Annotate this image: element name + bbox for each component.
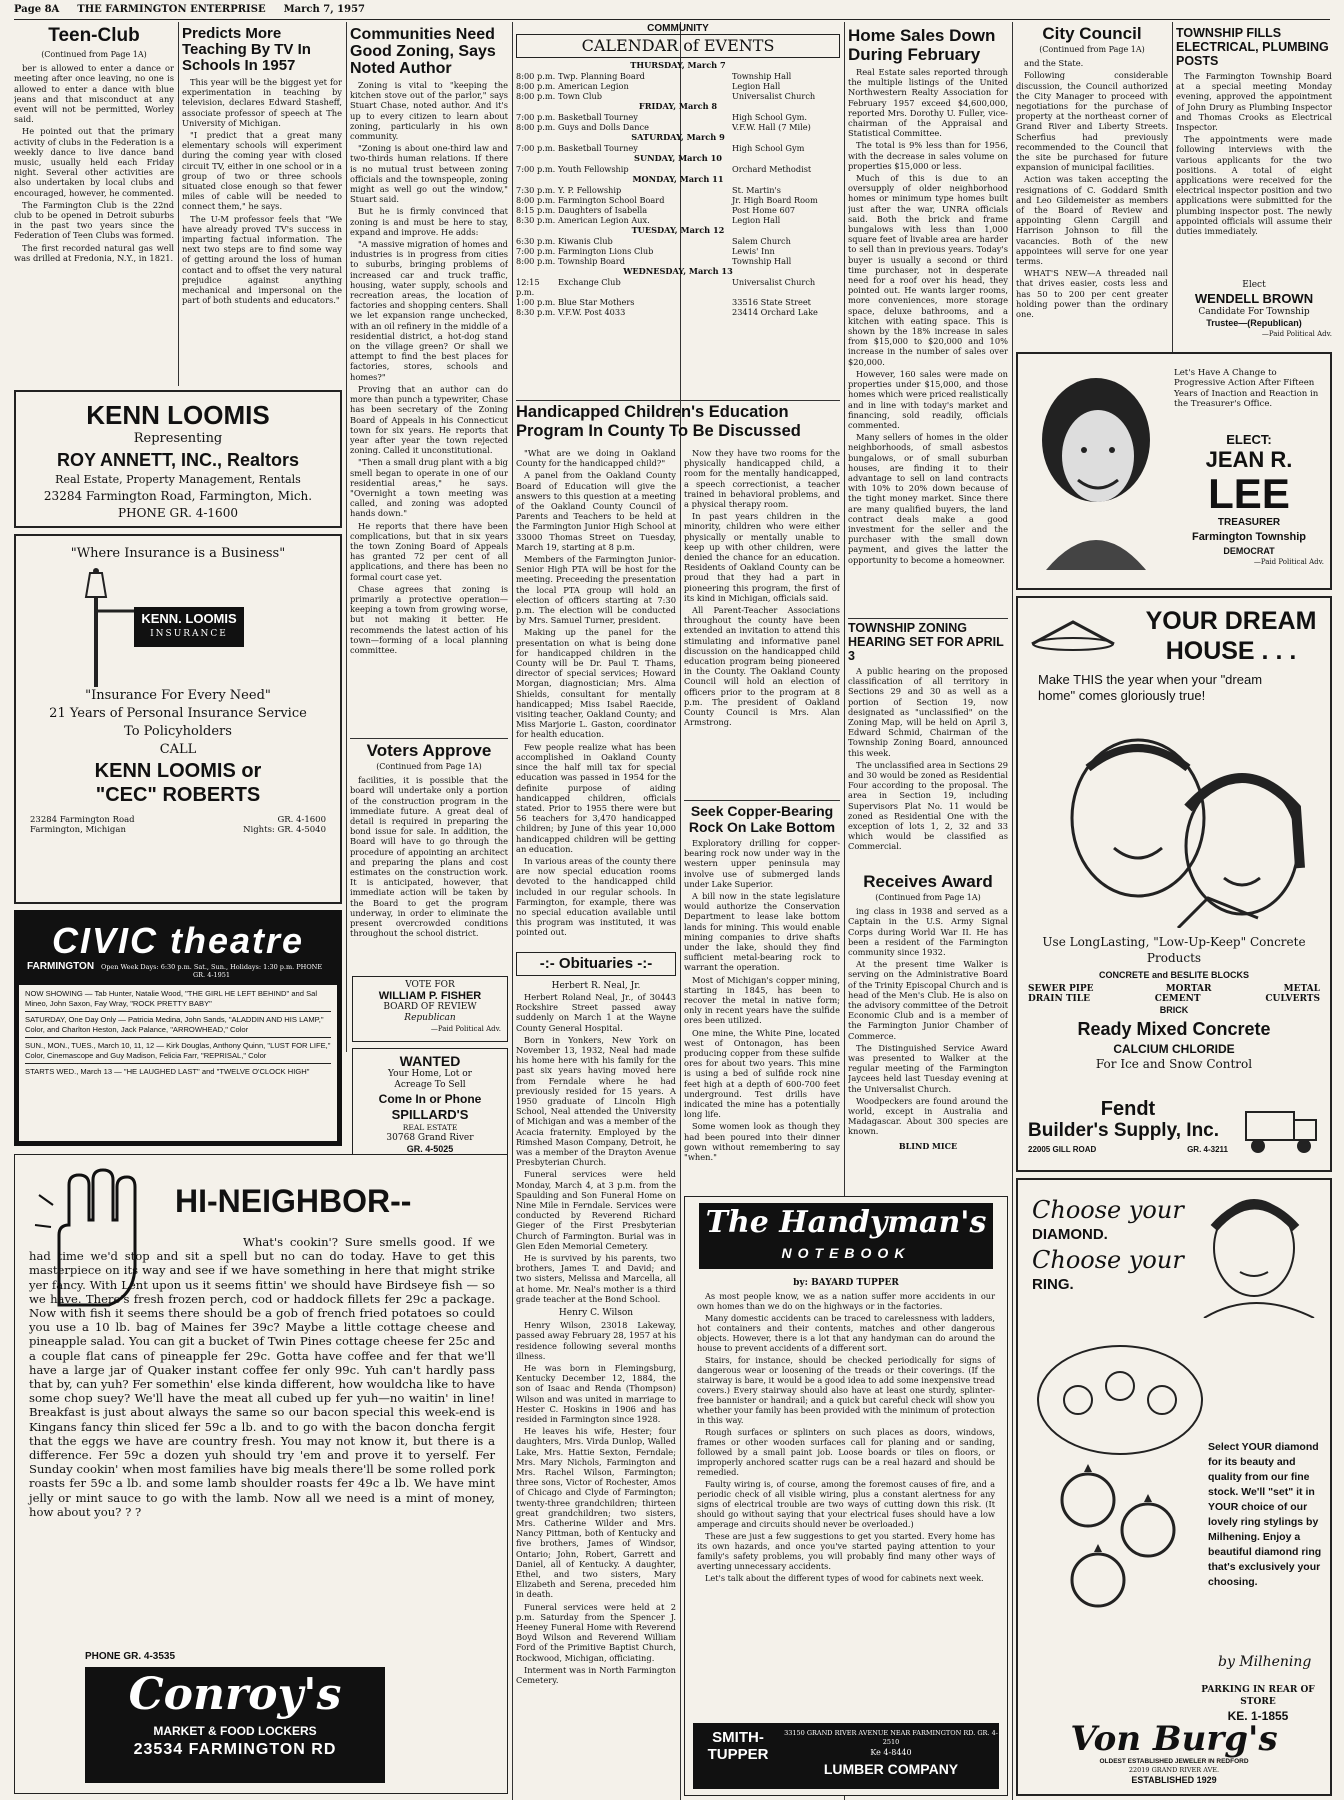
- ad-title: HOUSE . . .: [1165, 637, 1297, 665]
- paragraph: A public hearing on the proposed classification of all territory in Sections 29 and 30 as well as a portion of Section 19, now designated as "unclassified" on the Zoning Map, will be held on April 3, Edward Schmid, Chairman of the Township Zoning Board, announced this week.: [848, 666, 1008, 758]
- paragraph: Many domestic accidents can be traced to carelessness with ladders, hot containers and their contents, matches and other dangerous objects. However, there is a lot that any handyman can do around the house to prevent accidents of a different sort.: [697, 1313, 995, 1353]
- copper-title: Seek Copper-Bearing Rock On Lake Bottom: [688, 803, 836, 835]
- calendar-day-heading: SATURDAY, March 9: [631, 132, 725, 143]
- event-time: 8:30 p.m.: [516, 215, 556, 226]
- event-place: Orchard Methodist: [732, 164, 812, 175]
- paragraph: "Then a small drug plant with a big smell began to operate in one of our residential areas," he says. "Overnight a town meeting was called, and zoning was adopted hands down.": [350, 457, 508, 519]
- product-item: SEWER PIPE: [1028, 984, 1094, 994]
- ad-title: WANTED: [399, 1053, 461, 1069]
- ad-address: 30768 Grand River: [386, 1133, 474, 1143]
- ad-mix: Ready Mixed Concrete: [1077, 1019, 1271, 1039]
- ad-title: HI-NEIGHBOR--: [175, 1183, 412, 1219]
- paragraph: Chase agrees that zoning is primarily a protective operation—keeping a town from growing worse, but not making it better. He recommends the latest action of his town—forming of a local planning committee.: [350, 583, 508, 655]
- blind-mice-label: BLIND MICE: [898, 1140, 958, 1151]
- ad-elect: ELECT:: [1226, 432, 1272, 447]
- event-place: St. Martin's: [732, 185, 781, 196]
- ad-board: BOARD OF REVIEW: [383, 1002, 477, 1012]
- calendar-day-heading: THURSDAY, March 7: [630, 60, 726, 71]
- calendar-title: CALENDAR of EVENTS: [516, 34, 840, 58]
- ad-address: 23534 FARMINGTON RD: [133, 1741, 337, 1758]
- council-title: City Council: [1042, 24, 1142, 43]
- paragraph: Funeral services were held at 2 p.m. Saturday from the Spencer J. Heeney Funeral Home with Reverend Boyd Wilson and Reverend William Ford of the Primitive Baptist Church, Rockwood, Michigan, officiating.: [516, 1601, 676, 1663]
- calendar-event-row: [516, 195, 836, 205]
- agent-1: KENN LOOMIS or: [94, 760, 262, 782]
- paragraph: These are just a few suggestions to get you started. Every home has its own hazards, and once you've started paying attention to your family's safety problems, you will probably find many other ways of averting unnecessary accidents.: [697, 1531, 995, 1571]
- award-title: Receives Award: [863, 872, 993, 891]
- event-place: High School Gym: [732, 143, 805, 154]
- event-time: 8:30 p.m.: [516, 307, 556, 318]
- calendar-event-row: [516, 164, 836, 174]
- lamp-sign-illustration: [16, 567, 340, 687]
- calendar-of-events: [516, 24, 840, 394]
- conroys-logo: Conroy's: [128, 1669, 342, 1720]
- ad-come: Come In or Phone: [378, 1092, 482, 1106]
- product-row: [1028, 984, 1320, 994]
- ad-phone: PHONE GR. 4-1600: [118, 506, 238, 520]
- event-time: 8:00 p.m.: [516, 91, 556, 102]
- calendar-day-heading: WEDNESDAY, March 13: [623, 266, 733, 277]
- ad-call: CALL: [159, 742, 197, 757]
- paragraph: WHAT'S NEW—A threaded nail that drives easier, costs less and has 50 to 200 per cent greater holding power than the ordinary one.: [1016, 268, 1168, 320]
- handyman-logo: The Handyman's: [705, 1205, 987, 1240]
- paragraph: ber is allowed to enter a dance or meeting after once leaving, no one is allowed to enter a dance with blue jeans and that misconduct at any event will not be permitted, Worley said.: [14, 63, 174, 125]
- receives-award-article: [848, 872, 1008, 1192]
- teen-club-title: Teen-Club: [48, 25, 140, 46]
- city-council-article: [1016, 24, 1168, 342]
- event-place: Township Hall: [732, 71, 792, 82]
- ad-firm: ROY ANNETT, INC., Realtors: [56, 450, 300, 470]
- showing: SATURDAY, One Day Only — Patricia Medina, John Sands, "ALADDIN AND HIS LAMP," Color, and Charlton Heston, Jack Palance, "ARROWHEAD," Color: [25, 1015, 331, 1038]
- ad-years: 21 Years of Personal Insurance Service: [49, 706, 307, 721]
- truck-icon: [1242, 1102, 1322, 1158]
- firm-phone: GR. 4-3211: [1187, 1145, 1228, 1154]
- product-row: [1028, 994, 1320, 1004]
- candidate-party: DEMOCRAT: [1223, 546, 1275, 556]
- continued-note: (Continued from Page 1A): [875, 893, 981, 902]
- calendar-event-row: [516, 307, 836, 317]
- event-place: Legion Hall: [732, 81, 781, 92]
- paragraph: A bill now in the state legislature would authorize the Conservation Department to lease lake bottom lands for mining. This would enable mining companies to drive shafts under the lake, should they find sufficient metal-bearing rock to warrant the operation.: [684, 891, 840, 973]
- home-sales-title: Home Sales Down During February: [848, 26, 996, 64]
- event-place: 33516 State Street: [732, 297, 811, 308]
- paragraph: Many sellers of homes in the older neighborhoods, of small asbestos bungalows, or of small suburban houses, are finding it to their advantage to sell on land contracts with 10% to 20% down because of the tight money market. Since there are many qualified buyers, the land contract deals make a good investment for the seller and the purchaser with the small down payment, and gives the latter the opportunity to become a homeowner.: [848, 432, 1008, 565]
- sign-name: KENN. LOOMIS: [141, 611, 237, 626]
- handicapped-article-col1: [516, 448, 676, 970]
- event-time: 7:00 p.m.: [516, 246, 556, 257]
- ad-line: Trustee—(Republican): [1206, 318, 1302, 328]
- paragraph: Interment was in North Farmington Cemetery.: [516, 1664, 676, 1685]
- paragraph: All Parent-Teacher Associations throughout the county have been extended an invitation to attend this stimulating and informative panel discussion on the handicapped child education program being pioneered in the County. The Oakland County Council will hold an election of officers prior to the program at 8 p.m. The president of Oakland County Council is Mrs. Alan Armstrong.: [684, 605, 840, 728]
- paragraph: ing class in 1938 and served as a Captain in the U.S. Army Signal Corps during World War II. He has been a resident of the Farmington community since 1932.: [848, 906, 1008, 958]
- event-time: 8:00 p.m.: [516, 195, 556, 206]
- event-name: Guys and Dolls Dance: [558, 122, 649, 133]
- paragraph: However, 160 sales were made on properties under $15,000, and those homes which were priced realistically and in line with today's market and financing, sold readily, officials commented.: [848, 368, 1008, 430]
- paper-name: THE FARMINGTON ENTERPRISE: [77, 4, 266, 15]
- paragraph: Real Estate sales reported through the multiple listings of the United Northwestern Realty Association for February 1957 exceed $4,600,000, reported Mrs. Dorothy U. Fuller, vice-chairman of the Appraisal and Statistical Committee.: [848, 67, 1008, 139]
- zoning-article: [350, 24, 508, 764]
- woman-illustration: [1184, 1188, 1324, 1318]
- calendar-event-row: [516, 205, 836, 215]
- paragraph: One mine, the White Pine, located west of Ontonagon, has been producing copper from these sulfide ores for about two years. This mine is using a bed of sulfide rock nine feet high at a depth of 600-700 feet underground. Test drills have indicated the mine has a potentially long life.: [684, 1027, 840, 1120]
- ad-ice: For Ice and Snow Control: [1095, 1057, 1253, 1071]
- paragraph: Rough surfaces or splinters on such places as doors, windows, frames or other wooden surfaces call for planing and or sanding, followed by a small paint job. Loose boards or tiles on floors, or improperly anchored scatter rugs can be a real hazard and should be remedied.: [697, 1427, 995, 1477]
- paragraph: As most people know, we as a nation suffer more accidents in our own homes than we do on the highways or in the factories.: [697, 1291, 995, 1311]
- paragraph: Some women look as though they had been poured into their dinner gown without remembering to say "when.": [684, 1121, 840, 1163]
- paragraph: Faulty wiring is, of course, among the foremost causes of fire, and a periodic check of all visible wiring, plus a constant alertness for any signs of electrical trouble are two ways of cutting down this risk. (It should go without saying that your electrical fuses should have a low amperage and circuits should never be overloaded.): [697, 1479, 995, 1529]
- civic-theatre-ad: [14, 910, 342, 1146]
- event-place: High School Gym.: [732, 112, 807, 123]
- ad-by: by Milhening: [1218, 1654, 1312, 1670]
- loomis-insurance-ad: [14, 534, 342, 904]
- issue-date: March 7, 1957: [283, 4, 365, 15]
- firm-address: 33150 GRAND RIVER AVENUE NEAR FARMINGTON RD. GR. 4-2510: [784, 1729, 998, 1746]
- teen-club-article: [14, 24, 174, 384]
- ad-phone: PHONE GR. 4-3535: [85, 1651, 176, 1662]
- voters-article: [350, 738, 508, 968]
- ad-quote: "Where Insurance is a Business": [70, 546, 286, 561]
- notebook-label: NOTEBOOK: [781, 1245, 911, 1261]
- home-sales-article: [848, 24, 1008, 614]
- obituaries: [516, 952, 676, 1798]
- spillards-wanted-ad: [352, 1048, 508, 1164]
- fendt-dream-house-ad: [1016, 596, 1332, 1172]
- township-fills-title: TOWNSHIP FILLS ELECTRICAL, PLUMBING POSTS: [1176, 26, 1329, 68]
- event-name: Youth Fellowship: [558, 164, 629, 175]
- ad-rep: Representing: [133, 431, 223, 446]
- event-place: Township Hall: [732, 256, 792, 267]
- ad-paid: —Paid Political Adv.: [430, 1025, 501, 1033]
- paragraph: Now they have two rooms for the physically handicapped child, a room for the mentally handicapped, a speech correctionist, a teacher trained in behavioral problems, and a physical therapy room.: [684, 448, 840, 510]
- paragraph: Henry Wilson, 23018 Lakeway, passed away February 28, 1957 at his residence following several months illness.: [516, 1320, 676, 1361]
- obituary-name: Henry C. Wilson: [558, 1308, 634, 1319]
- event-time: 7:00 p.m.: [516, 143, 556, 154]
- handicapped-title: Handicapped Children's Education Program In County To Be Discussed: [516, 403, 801, 440]
- calendar-day-heading: FRIDAY, March 8: [638, 101, 718, 112]
- calendar-day-heading: SUNDAY, March 10: [634, 153, 722, 164]
- event-time: 8:00 p.m.: [516, 81, 556, 92]
- calendar-event-row: [516, 91, 836, 101]
- paragraph: Action was taken accepting the resignations of C. Goddard Smith and Leo Gildemeister as members of the Board of Review and appointing Glenn Cargill and Harrison Johnson to fill the vacancies. Both of the new appointees will serve for one year terms.: [1016, 174, 1168, 267]
- continued-note: (Continued from Page 1A): [376, 762, 482, 771]
- ad-services: Real Estate, Property Management, Rentals: [55, 473, 301, 486]
- calendar-event-row: [516, 71, 836, 81]
- handicapped-article-col2: [684, 448, 840, 796]
- showing: STARTS WED., March 13 — "HE LAUGHED LAST" and "TWELVE O'CLOCK HIGH": [25, 1067, 310, 1076]
- event-name: Basketball Tourney: [558, 112, 638, 123]
- paragraph: In past years children in the minority, children who were either physically or mentally unable to keep up with other children, were denied the chance for an education. Residents of Oakland County can be proud that they had a part in pioneering this program, the first of its kind in Michigan, officials said.: [684, 511, 840, 603]
- product-list: [1018, 984, 1330, 1004]
- ad-address: 22019 GRAND RIVER AVE.: [1128, 1766, 1220, 1774]
- paragraph: Most of Michigan's copper mining, starting in 1845, has been to recover the metal in native form; only in recent years have the sulfide ores been utilized.: [684, 974, 840, 1026]
- continued-note: (Continued from Page 1A): [1039, 45, 1145, 54]
- kenn-loomis-realtor-ad: [14, 390, 342, 528]
- event-name: Town Club: [558, 91, 603, 102]
- paragraph: Members of the Farmington Junior-Senior High PTA will be host for the meeting. Preceeding the presentation the local PTA group will hold an election of officers starting at 7:30 p.m. The election will be conducted by Mrs. Samuel Turner, president.: [516, 554, 676, 626]
- ad-text: Select YOUR diamond for its beauty and quality from our fine stock. We'll "set" it in YOUR choice of our lovely ring stylings by Milhening. Enjoy a beautiful diamond ring that's exclusively your choosing.: [1208, 1441, 1322, 1588]
- event-time: 6:30 p.m.: [516, 236, 556, 247]
- ad-party: Republican: [404, 1013, 456, 1023]
- event-name: American Legion Aux.: [558, 215, 650, 226]
- ad-sub: Make THIS the year when your "dream home" comes gloriously true!: [1038, 672, 1263, 703]
- paragraph: Born in Yonkers, New York on November 13, 1932, Neal had made his home here with his family for the past six years having moved here from Ferndale where he had previously resided for 15 years. A 1950 graduate of Lincoln High School, Neal attended the University of Michigan and was a member of the Acacia fraternity. Employed by the Rimshed Mason Company, Detroit, he was a member of the Drayton Avenue Presbyterian Church.: [516, 1034, 676, 1168]
- showing: SUN., MON., TUES., March 10, 11, 12 — Kirk Douglas, Anthony Quinn, "LUST FOR LIFE," Color, Cinemascope and Guy Madison, Felicia Farr, "REPRISAL," Color: [25, 1041, 331, 1064]
- sign-insurance: INSURANCE: [150, 629, 228, 639]
- calendar-event-row: [516, 246, 836, 256]
- voters-title: Voters Approve: [366, 741, 492, 760]
- paragraph: Herbert Roland Neal, Jr., of 30443 Rockshire Street passed away suddenly on March 1 at the Wayne County General Hospital.: [516, 992, 676, 1033]
- paragraph: The Farmington Club is the 22nd club to be opened in Detroit suburbs in the past two years since the Federation of Teen Clubs was formed.: [14, 199, 174, 241]
- event-time: 8:00 p.m.: [516, 71, 556, 82]
- candidate-portrait: [1026, 370, 1166, 570]
- paragraph: But he is firmly convinced that zoning is and must be here to stay, expand and improve. He adds:: [350, 206, 508, 237]
- agent-2: "CEC" ROBERTS: [95, 784, 261, 806]
- firm-lumber: LUMBER COMPANY: [823, 1761, 959, 1777]
- event-place: 23414 Orchard Lake: [732, 307, 818, 318]
- paragraph: "Zoning is about one-third law and two-thirds human relations. If there is no mutual trust between zoning officials and the townspeople, zoning might as well go out the window," Stuart said.: [350, 143, 508, 205]
- calendar-event-row: [516, 81, 836, 91]
- paragraph: The appointments were made following interviews with the various applicants for the two positions. A total of eight applications were received for the electrical inspector position and two applications were submitted for the plumbing inspector post. The newly appointed officials will assume their duties immediately.: [1176, 134, 1332, 237]
- event-place: Jr. High Board Room: [732, 195, 818, 206]
- paragraph: In various areas of the county there are now special education rooms devoted to the handicapped child included in our regular schools. In Farmington, for example, there was no special education available until this program was instituted, it was pointed out.: [516, 855, 676, 938]
- tv-teaching-title: Predicts More Teaching By TV In Schools In 1957: [182, 25, 311, 74]
- paragraph: "A massive migration of homes and industries is in progress from cities to suburbs, bringing problems of increased car and truck traffic, housing, water supply, schools and recreation areas, the location of factories and shopping centers. Shall we let expansion range unchecked, with an oil refinery in the middle of a residential district, a hot-dog stand on the village green? Or shall we attempt to find the best places for factories, stores, schools and homes?": [350, 239, 508, 382]
- jean-lee-political-ad: [1016, 352, 1332, 590]
- candidate-first: JEAN R.: [1205, 447, 1293, 472]
- event-name: Twp. Planning Board: [558, 71, 645, 82]
- event-name: Farmington School Board: [558, 195, 665, 206]
- event-time: 1:00 p.m.: [516, 297, 556, 308]
- event-name: Kiwanis Club: [558, 236, 613, 247]
- paragraph: and the State.: [1024, 58, 1084, 69]
- ad-type: REAL ESTATE: [402, 1123, 458, 1132]
- paragraph: He leaves his wife, Hester; four daughters, Mrs. Virda Dunlop, Walled Lake, Mrs. Hattie Sexton, Ferndale; Mrs. Mary Nichols, Farmington and Mrs. Rachel Wilson, Farmington; three sons, Victor of Rochester, Amos of Chicago and Clyde of Farmington; twenty-three grandchildren; thirteen great grandchildren; two sisters, Mrs. Catherine Wilder and Mrs. Nancy Pittman, both of Kentucky and five brothers, James of Windsor, Ontario; John, Robert, Garrett and Daniel, all of Kentucky. A daughter, Ethel, and two sisters, Mary Elizabeth and Serena, preceded him in death.: [516, 1426, 676, 1600]
- conroys-hi-neighbor-ad: [14, 1154, 508, 1794]
- paragraph: Zoning is vital to "keeping the kitchen stove out of the parlor," says Stuart Chase, noted author. And it's up to every citizen to learn about zoning, particularly in his own community.: [350, 80, 508, 142]
- ad-paid: —Paid Political Adv.: [1261, 330, 1332, 338]
- ad-blocks: CONCRETE and BESLITE BLOCKS: [1098, 970, 1249, 980]
- paragraph: Stairs, for instance, should be checked periodically for signs of dangerous wear or loosening of the treads or their coverings. (If the stairway is bare, it would be a good idea to add some inexpensive tread covers.) Every stairway should also have at least one sturdy, splinter-free bannister or handrail; and a quick but careful check will show you whether your family has been provided with the minimum of protection in this way.: [697, 1355, 995, 1425]
- product-item: METAL: [1283, 984, 1320, 994]
- house-icon: [1028, 614, 1118, 654]
- calendar-event-row: [516, 185, 836, 195]
- paragraph: Following considerable discussion, the Council authorized the City Manager to proceed with negotiations for the purchase of property at the northeast corner of Grand River and Liberty Streets. Scherfius had previously recommended to the Council that the site be purchased for future expansion of municipal facilities.: [1016, 70, 1168, 173]
- paragraph: Few people realize what has been accomplished in Oakland County since the half mill tax for special education was passed in 1954 for the definite purpose of aiding handicapped children, officials stated. Prior to 1955 there were but 56 teachers for 3,470 handicapped children; by June of this year 10,000 handicapped children will be getting an education.: [516, 741, 676, 854]
- calendar-event-row: [516, 143, 836, 153]
- calendar-day-heading: TUESDAY, March 12: [631, 225, 725, 236]
- theatre-hours: Open Week Days: 6:30 p.m. Sat., Sun., Holidays: 1:30 p.m. PHONE GR. 4-1951: [100, 963, 323, 979]
- calendar-body: [516, 60, 818, 318]
- calendar-event-row: [516, 236, 836, 246]
- showing: NOW SHOWING — Tab Hunter, Natalie Wood, "THE GIRL HE LEFT BEHIND" and Sal Mineo, John Saxon, Fay Wray, "ROCK PRETTY BABY": [25, 989, 331, 1012]
- handymans-notebook-ad: [684, 1196, 1008, 1796]
- paragraph: Making up the panel for the presentation on what is being done for handicapped children in the County will be Dr. Paul T. Thams, director of special services; Howard Morgan, diagnostician; Mrs. Alma Shields, consultant for mentally handicapped; Miss Isabel Raecide, visiting teacher, Oakland County; and Miss Marjorie L. Gaston, coordinator for health education.: [516, 627, 676, 740]
- page-number: Page 8A: [14, 4, 60, 15]
- calendar-event-row: [516, 122, 836, 132]
- paragraph: Woodpeckers are found around the world, except in Australia and Madagascar. About 300 species are known.: [848, 1095, 1008, 1137]
- ad-choose: Choose your: [1032, 1246, 1184, 1274]
- event-name: American Legion: [558, 81, 629, 92]
- wendell-brown-ad: [1176, 280, 1332, 350]
- calendar-event-row: [516, 215, 836, 225]
- theatre-town: FARMINGTON: [27, 961, 95, 972]
- event-name: Blue Star Mothers: [558, 297, 635, 308]
- paragraph: A panel from the Oakland County Board of Education will give the answers to this question at a meeting of the Oakland County Council of Parents and Teachers to be held at the Farmington Junior High School at 33000 Thomas Street on Tuesday, March 19, starting at 8 p.m.: [516, 470, 676, 552]
- firm-address: 22005 GILL ROAD: [1028, 1145, 1097, 1154]
- calendar-event-row: [516, 297, 836, 307]
- byline: by: BAYARD TUPPER: [793, 1278, 899, 1288]
- candidate-name: WENDELL BROWN: [1194, 291, 1314, 306]
- event-place: Legion Hall: [732, 215, 781, 226]
- event-place: Post Home 607: [732, 205, 796, 216]
- paragraph: The Distinguished Service Award was presented to Walker at the regular meeting of the Farmington Jaycees held last Tuesday evening at the Universalist Church.: [848, 1042, 1008, 1094]
- firm-phone: Ke 4-8440: [870, 1748, 912, 1757]
- paragraph: The total is 9% less than for 1956, with the decrease in sales volume on properties $15,000 or less.: [848, 140, 1008, 171]
- tv-teaching-article: [182, 24, 342, 384]
- handicapped-article-headline: [516, 400, 840, 446]
- event-name: Y. P. Fellowship: [558, 185, 622, 196]
- ad-use: Use LongLasting, "Low-Up-Keep" Concrete Products: [1042, 935, 1306, 965]
- firm-name: TUPPER: [707, 1746, 769, 1763]
- calendar-label: COMMUNITY: [647, 24, 709, 34]
- paragraph: facilities, it is possible that the board will undertake only a portion of the construction program in the immediate future. A great deal of detail is required in preparing the bond issue for sale. In addition, the Board will have to go through the procedure of appointing an architect and preparing the plans and cost estimates on the construction work. It is anticipated, however, that immediate action will be taken by the Board to get the program underway, in order to eliminate the present overcrowded conditions throughout the school district.: [350, 775, 508, 939]
- calendar-event-row: [516, 112, 836, 122]
- ad-phone: KE. 1-1855: [1227, 1709, 1289, 1723]
- theatre-logo: CIVIC theatre: [51, 920, 305, 961]
- paragraph: He pointed out that the primary activity of clubs in the Federation is a weekly dance to live dance band music, usually held each Friday night. Several other activities are also undertaken by local clubs and encouraged, however, he commented.: [14, 126, 174, 198]
- paragraph: He is survived by his parents, two brothers, James T. and David; and two sisters, Melissa and Marcella, all at home. Mr. Neal's mother is a third grade teacher at the Bond School.: [516, 1253, 676, 1304]
- ad-text: What's cookin'? Sure smells good. If we had time we'd stop and sit a spell but no can do today. Have to get this masterpiece on its way and see if we have something in here that might strike yer fancy. With Lent upon us it seems fittin' we should have Birdseye fish — so we have. There's fresh frozen perch, cod or haddock fillets fer 29c a package. Now with fish it seems there should be a gob of french fried potatoes so could you use a 10 lb. bag of Maines fer 39c? Maybe a little cottage cheese and pineapple salad. You can git a bucket of Twin Pines cottage cheese fer 25c and a couple flat cans of pineapple fer 29c. Gotta have coffee and fer that we'll have a large jar of Quaker instant coffee fer only 99c. Yuh can't hardly pass that by, can yuh? Fer somethin' else kinda different, how wouldcha like to have some chop suey? We'll have the meat all cubed up fer yuh—no waitin' in line! Breakfast is just about always the same so our bacon special this week-end is Kingans fancy thin sliced fer 59c a lb. and to go with the bacon doncha fergit that the eggs we have are country fresh. You may not know it, but there is a difference. Fer 59c a dozen yuh should try 'em and prove it to yerself. Fer Sunday cookin' when most families have big meals there'll be some rolled pork roasts fer 59c a lb. and some lamb shoulder roasts fer 49c a lb. We have mint jelly or mint sauce to go with the lamb. Now all we need is a mint of money, how about you? ? ?: [29, 1235, 495, 1519]
- calendar-day-heading: MONDAY, March 11: [632, 174, 724, 185]
- zoning-hearing-title: TOWNSHIP ZONING HEARING SET FOR APRIL 3: [848, 621, 1004, 663]
- ad-title: YOUR DREAM: [1145, 607, 1317, 635]
- product-brick: BRICK: [1159, 1005, 1189, 1015]
- calendar-event-row: [516, 256, 836, 266]
- paragraph: Exploratory drilling for copper-bearing rock now under way in the western upper peninsula may involve use of submerged lands under Lake Superior.: [684, 838, 840, 889]
- candidate-office: TREASURER: [1217, 517, 1281, 528]
- paragraph: He reports that there have been complications, but that in six years the town Zoning Board of Appeals has granted 72 per cent of all applications, and there has been no formal court case yet.: [350, 520, 508, 582]
- product-item: MORTAR: [1165, 984, 1212, 994]
- ad-line: Candidate For Township: [1198, 307, 1310, 317]
- paragraph: The unclassified area in Sections 29 and 30 would be zoned as Residential Four according to the proposal. The area in Section 19, including Supervisors Plat No. 11 would be zoned as Residential One with the exception of lots 1, 2, 32 and 33 which would be classified as Commercial.: [848, 759, 1008, 852]
- township-zoning-article: [848, 618, 1008, 868]
- event-time: 7:30 p.m.: [516, 185, 556, 196]
- continued-note: (Continued from Page 1A): [41, 50, 147, 59]
- couple-illustration: [1028, 728, 1324, 928]
- paragraph: The U-M professor feels that "We have already proved TV's success in imparting factual information. The next two steps are to find some way of getting around the loss of human contact and to offset the very natural prejudice against anything mechanical and impersonal on the part of both students and educators.": [182, 213, 342, 306]
- event-place: Salem Church: [732, 236, 791, 247]
- ad-elect: Elect: [1242, 280, 1266, 290]
- event-time: 12:15 p.m.: [516, 277, 540, 298]
- event-place: Lewis' Inn: [732, 246, 775, 257]
- event-place: Universalist Church: [732, 277, 816, 288]
- ad-paid: —Paid Political Adv.: [1253, 558, 1324, 566]
- candidate-place: Farmington Township: [1191, 531, 1307, 543]
- paragraph: Funeral services were held Monday, March 4, at 3 p.m. from the Spaulding and Son Funeral Home on Nine Mile in Ferndale. Services were conducted by Reverend Richard Gieger of the First Presbyterian Church of Farmington. Burial was in Glen Eden Memorial Cemetery.: [516, 1169, 676, 1251]
- ad-line: Acreage To Sell: [394, 1080, 466, 1090]
- event-time: 7:00 p.m.: [516, 112, 556, 123]
- paragraph: Much of this is due to an oversupply of older neighborhood homes or minimum type homes built just after the war, UNRA officials said. Both the brick and frame bungalows with less than 1,000 square feet of livable area are harder to sell than in previous years. Today's buyer is usually a second or third time purchaser, not in desperate need for a roof over his head, they pointed out. He wants larger rooms, more conveniences, more storage space, deluxe bathrooms, and a kitchen with eating space. This is shown by the 18% increase in sales from $15,000 to $20,000 and 10% increase in the number of sales over $20,000.: [848, 173, 1008, 367]
- copper-article: [684, 800, 840, 1192]
- paragraph: The Farmington Township Board at a special meeting Monday evening, approved the appointment of John Drury as Plumbing Inspector and Thomas Crooks as Electrical Inspector.: [1176, 71, 1332, 133]
- paragraph: This year will be the biggest yet for experimentation in teaching by television, declares Edward Stasheff, associate professor of speech at The University of Michigan.: [182, 77, 342, 128]
- event-time: 8:00 p.m.: [516, 256, 556, 267]
- ad-est: ESTABLISHED 1929: [1131, 1775, 1217, 1785]
- event-time: 8:15 p.m.: [516, 205, 556, 216]
- paragraph: "What are we doing in Oakland County for the handicapped child?": [516, 448, 676, 469]
- ad-choose: Choose your: [1032, 1196, 1184, 1224]
- product-item: DRAIN TILE: [1028, 994, 1090, 1004]
- ad-name: KENN LOOMIS: [86, 400, 270, 430]
- firm-name: Fendt: [1100, 1098, 1156, 1120]
- product-item: CULVERTS: [1265, 994, 1320, 1004]
- event-name: Township Board: [558, 256, 625, 267]
- ad-ring: RING.: [1032, 1276, 1074, 1293]
- event-time: 8:00 p.m.: [516, 122, 556, 133]
- obituaries-title: -:- Obituaries -:-: [516, 952, 676, 976]
- firm-name: Builder's Supply, Inc.: [1028, 1120, 1220, 1141]
- township-fills-article: [1176, 24, 1332, 274]
- firm-name: SMITH-: [712, 1729, 764, 1746]
- paragraph: "I predict that a great many elementary schools will experiment during the coming year with closed circuit TV, either in one school or in a group of two or three schools situated close enough so that fewer miles of cable will be needed to connect them," he says.: [182, 130, 342, 212]
- ad-to: To Policyholders: [124, 724, 232, 739]
- ring-display-illustration: [1028, 1330, 1208, 1630]
- paragraph: Proving that an author can do more than punch a typewriter, Chase has been secretary of the Zoning Board of Appeals in his Connecticut town for six years. He reports that year after year the town rejected zoning. Called it unconstitutional.: [350, 383, 508, 456]
- paragraph: At the present time Walker is serving on the Administrative Board of the Trinity Episcopal Church and is head of the Men's Club. He is also on the advisory committee of the Detroit Economic Club and is a member of the Farmington Junior Chamber of Commerce.: [848, 959, 1008, 1041]
- product-item: CEMENT: [1154, 994, 1201, 1004]
- event-name: Exchange Club: [558, 277, 621, 288]
- event-name: V.F.W. Post 4033: [558, 307, 626, 318]
- event-name: Basketball Tourney: [558, 143, 638, 154]
- event-time: 7:00 p.m.: [516, 164, 556, 175]
- ad-diamond: DIAMOND.: [1032, 1226, 1108, 1243]
- ad-text: Let's Have A Change to Progressive Action After Fifteen Years of Inaction and Reaction in the Treasurer's Office.: [1174, 368, 1319, 410]
- von-burgs-jeweler-ad: [1016, 1178, 1332, 1796]
- ad-vote: VOTE FOR: [405, 980, 455, 990]
- ad-name: SPILLARD'S: [391, 1107, 469, 1122]
- ad-line: Your Home, Lot or: [388, 1069, 472, 1079]
- paragraph: He was born in Flemingsburg, Kentucky December 12, 1884, the son of Isaac and Renda (Thompson) Wilson and was united in marriage to Hester C. Hoskins in 1906 and has resided in Farmington since 1928.: [516, 1362, 676, 1424]
- paragraph: Let's talk about the different types of wood for cabinets next week.: [705, 1573, 984, 1583]
- von-burgs-logo: Von Burg's: [1070, 1719, 1278, 1759]
- page-header: [14, 4, 1330, 20]
- event-place: V.F.W. Hall (7 Mile): [732, 122, 811, 133]
- fisher-political-ad: [352, 976, 508, 1042]
- ad-sub: MARKET & FOOD LOCKERS: [153, 1724, 317, 1738]
- ad-calc: CALCIUM CHLORIDE: [1113, 1042, 1235, 1056]
- calendar-event-row: [516, 277, 836, 297]
- zoning-title: Communities Need Good Zoning, Says Noted Author: [350, 26, 496, 77]
- ad-sub: OLDEST ESTABLISHED JEWELER IN REDFORD: [1099, 1758, 1249, 1765]
- paragraph: The first recorded natural gas well was drilled at Fredonia, N.Y., in 1821.: [14, 242, 174, 263]
- candidate-name: WILLIAM P. FISHER: [378, 990, 482, 1002]
- ad-phone: GR. 4-5025: [406, 1144, 454, 1154]
- event-place: Universalist Church: [732, 91, 816, 102]
- ad-address: 23284 Farmington Road, Farmington, Mich.: [43, 489, 313, 503]
- candidate-last: LEE: [1208, 470, 1290, 517]
- event-name: Daughters of Isabella: [558, 205, 648, 216]
- ad-need: "Insurance For Every Need": [85, 688, 271, 703]
- ad-contact: 23284 Farmington Road Farmington, Michigan GR. 4-1600 Nights: GR. 4-5040: [30, 815, 326, 835]
- ad-parking: PARKING IN REAR OF STORE: [1201, 1685, 1315, 1707]
- obituary-name: Herbert R. Neal, Jr.: [551, 981, 641, 991]
- event-name: Farmington Lions Club: [558, 246, 654, 257]
